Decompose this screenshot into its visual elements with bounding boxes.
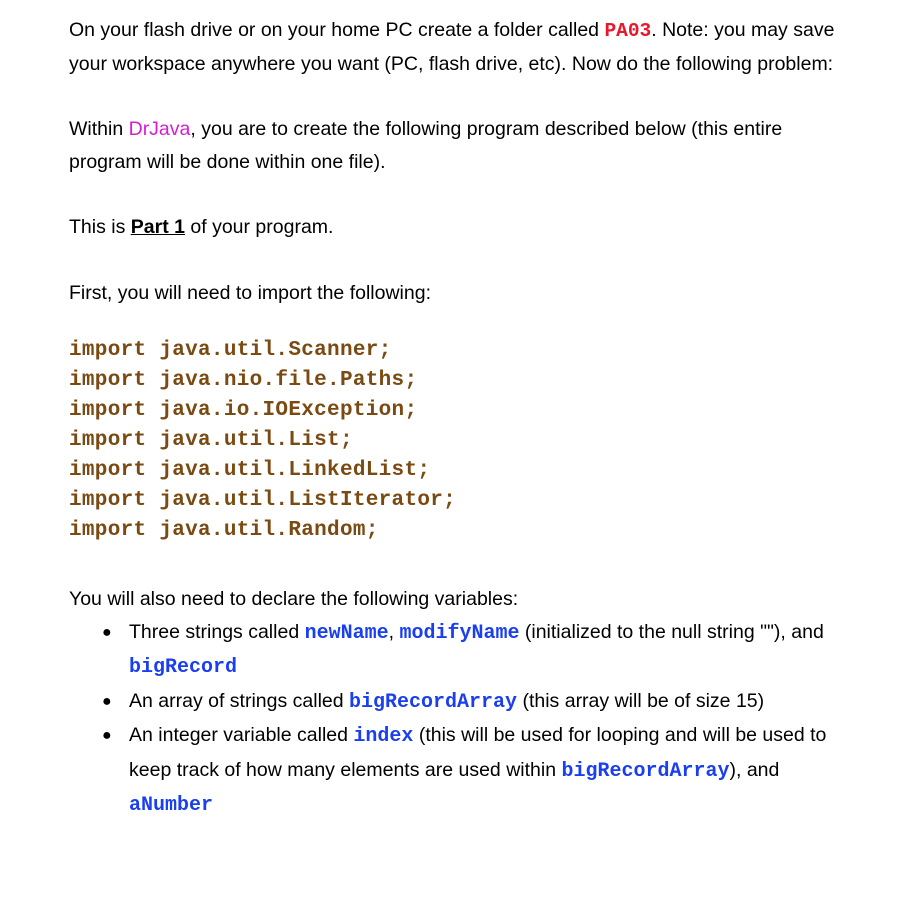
import-line: import java.util.Random; [69,519,379,542]
import-line: import java.util.ListIterator; [69,489,457,512]
import-code-block [69,336,849,546]
intro-paragraph [69,14,849,80]
bullet-text: (initialized to the null string ""), and [519,620,824,643]
variable-name: modifyName [399,621,520,645]
drjava-text-after: , you are to create the following program described below (this entire program will be done within one file). [69,118,783,173]
bullet-text: An integer variable called [129,724,354,746]
bullet-text: , [388,620,400,643]
variable-name: index [353,725,414,748]
variable-name: bigRecordArray [349,690,518,714]
bullet-icon: ● [102,692,112,710]
import-line: import java.util.Scanner; [69,339,392,362]
bullet-text: (this will be used for looping and will be used to keep track of how many elements are used within [129,724,827,781]
bullet-icon: ● [102,623,112,641]
import-line: import java.util.List; [69,429,353,452]
variables-list [69,616,849,823]
variable-name: bigRecordArray [561,759,730,783]
part-text-before: This is [69,216,131,238]
drjava-name: DrJava [128,118,191,140]
import-line: import java.io.IOException; [69,399,418,422]
folder-name: PA03 [604,20,652,42]
list-item [69,616,849,685]
drjava-text-before: Within [69,118,129,140]
bullet-text: An array of strings called [129,689,350,712]
intro-text-after: . Note: you may save your workspace anywhere you want (PC, flash drive, etc). Now do the following problem: [69,19,835,75]
part-label: Part 1 [130,216,185,238]
variable-name: newName [304,621,389,645]
variables-intro: You will also need to declare the following variables: [69,588,519,610]
list-item [69,685,849,720]
variable-name: aNumber [129,794,214,817]
variable-name: bigRecord [129,656,238,679]
document-page [69,14,849,823]
drjava-paragraph [69,113,849,178]
part-paragraph [69,211,849,244]
imports-intro: First, you will need to import the following: [69,281,431,304]
import-line: import java.nio.file.Paths; [69,369,418,392]
import-line: import java.util.LinkedList; [69,459,431,482]
bullet-text: Three strings called [129,620,305,643]
part-text-after: of your program. [184,216,334,238]
intro-text-before: On your flash drive or on your home PC create a folder called [69,19,605,41]
bullet-text: ), and [729,758,780,781]
bullet-text: (this array will be of size 15) [517,689,765,712]
bullet-icon: ● [102,727,112,744]
list-item [69,719,849,823]
